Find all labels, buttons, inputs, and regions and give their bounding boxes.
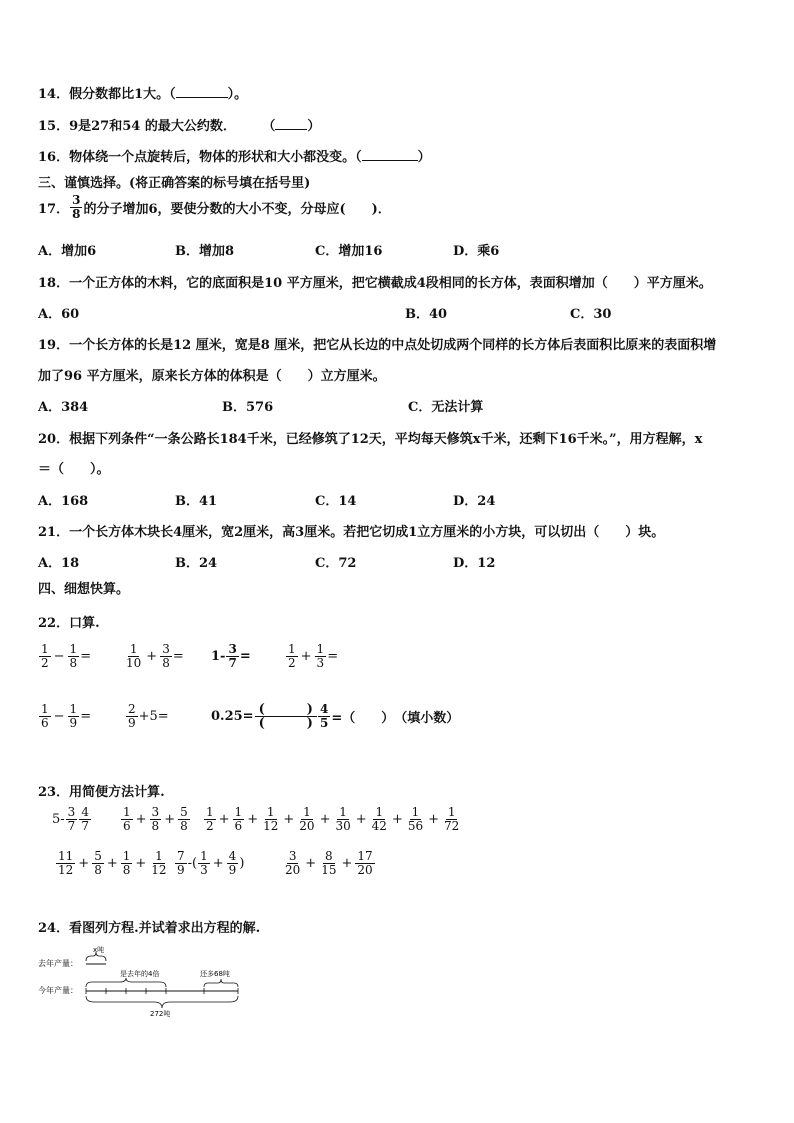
question-24-title: 24．看图列方程.并试着求出方程的解. — [38, 921, 261, 936]
fraction: $\frac{1}{30}$ — [335, 805, 351, 833]
fraction: $\frac{2}{9}$ — [128, 702, 136, 730]
last-year-label: 去年产量： — [38, 959, 78, 968]
fraction: $\frac{1}{56}$ — [407, 805, 424, 833]
fraction: $\frac{1}{8}$ — [69, 642, 78, 670]
option-d[interactable]: D．12 — [453, 556, 496, 571]
fraction: $\frac{3}{8}$ — [151, 805, 160, 833]
option-b[interactable]: B．40 — [405, 307, 448, 322]
calc-expr-2: $\frac{1}{6}$ + $\frac{3}{8}$ + $\frac{5}{8}$ — [123, 805, 188, 833]
fraction: $\frac{1}{3}$ — [200, 849, 208, 877]
fraction: $\frac{7}{9}$ — [177, 849, 185, 877]
option-b[interactable]: B．24 — [175, 556, 218, 571]
option-a[interactable]: A．增加6 — [38, 244, 97, 259]
mental-calc-4: $\frac{1}{2}$ + $\frac{1}{3}$ = — [288, 642, 339, 670]
fraction: $\frac{1}{9}$ — [69, 702, 78, 730]
answer-blank[interactable] — [275, 118, 307, 130]
fraction: $\frac{1}{3}$ — [316, 642, 325, 670]
calc-expr-1: 5- $\frac{3}{7}$ $\frac{4}{7}$ — [52, 805, 89, 833]
question-21: 21．一个长方体木块长4厘米，宽2厘米，高3厘米。若把它切成1立方厘米的小方块，可以切出（ ）块。 — [38, 525, 665, 540]
answer-blank[interactable] — [176, 86, 228, 98]
four-times-brace — [86, 978, 166, 987]
fraction: $\frac{1}{6}$ — [123, 805, 131, 833]
question-22-title: 22．口算. — [38, 616, 100, 631]
fraction: $\frac{8}{15}$ — [321, 849, 337, 877]
fraction: $\frac{1}{72}$ — [444, 805, 460, 833]
option-b[interactable]: B．576 — [222, 400, 274, 415]
mental-calc-1: $\frac{1}{2}$ − $\frac{1}{8}$ = — [41, 642, 92, 670]
fraction: $\frac{1}{42}$ — [371, 805, 387, 833]
option-c[interactable]: C．无法计算 — [408, 400, 484, 415]
option-c[interactable]: C．14 — [315, 494, 357, 509]
question-14: 14．假分数都比1大。（ ）。 — [38, 87, 248, 102]
question-19-line-1: 19．一个长方体的长是12 厘米，宽是8 厘米，把它从长边的中点处切成两个同样的长方体后表面积比原来的表面积增 — [38, 338, 717, 353]
option-c[interactable]: C．30 — [570, 307, 612, 322]
option-a[interactable]: A．60 — [38, 307, 80, 322]
fraction: $\frac{3}{7}$ — [67, 805, 76, 833]
question-19-line-2: 加了96 平方厘米，原来长方体的体积是（ ）立方厘米。 — [38, 369, 386, 384]
mental-calc-6: $\frac{2}{9}$ +5= — [128, 702, 169, 730]
fraction: $\frac{1}{12}$ — [263, 805, 279, 833]
fraction: $\frac{5}{8}$ — [94, 849, 102, 877]
fraction: $\frac{1}{6}$ — [41, 702, 49, 730]
question-23-title: 23．用简便方法计算. — [38, 785, 165, 800]
option-d[interactable]: D．乘6 — [453, 244, 500, 259]
question-20-line-1: 20．根据下列条件“一条公路长184千米，已经修筑了12天，平均每天修筑x千米，还剩下16千米。”，用方程解，x — [38, 432, 703, 447]
fraction: $\frac{4}{7}$ — [81, 805, 89, 833]
fraction: $\frac{1}{2}$ — [41, 642, 49, 670]
fraction: $\frac{17}{20}$ — [357, 849, 373, 877]
calc-expr-3: $\frac{1}{2}$ + $\frac{1}{6}$ + $\frac{1}{12}$ + $\frac{1}{20}$ + $\frac{1}{30}$ + $\frac{1}{42}$ + $\frac{1}{56}$ + $\frac{1}{72}$ — [206, 805, 460, 833]
fraction: $\frac{3}{20}$ — [285, 849, 301, 877]
this-year-label: 今年产量： — [38, 986, 78, 995]
mental-calc-2: $\frac{1}{10}$ + $\frac{3}{8}$ = — [126, 642, 184, 670]
section-3-heading: 三、谨慎选择。(将正确答案的标号填在括号里) — [38, 176, 311, 191]
fraction: $\frac{1}{10}$ — [126, 642, 142, 670]
fraction: $\frac{1}{8}$ — [122, 849, 131, 877]
four-times-label: 是去年的4倍 — [120, 970, 160, 978]
section-4-heading: 四、细想快算。 — [38, 582, 130, 597]
question-20-line-2: ＝（ ）。 — [38, 462, 110, 477]
question-18: 18．一个正方体的木料，它的底面积是10 平方厘米，把它横截成4段相同的长方体，表面积增加（ ）平方厘米。 — [38, 276, 712, 291]
question-16: 16．物体绕一个点旋转后，物体的形状和大小都没变。（ ） — [38, 150, 431, 165]
fraction: $\frac{4}{9}$ — [228, 849, 237, 877]
option-a[interactable]: A．18 — [38, 556, 80, 571]
mental-calc-7: 0.25= $\frac{( )}{( )}$ — [211, 703, 318, 730]
option-c[interactable]: C．增加16 — [315, 244, 383, 259]
fraction: $\frac{1}{2}$ — [206, 805, 214, 833]
option-a[interactable]: A．384 — [38, 400, 89, 415]
more-brace — [204, 979, 238, 987]
fraction: $\frac{11}{12}$ — [58, 849, 74, 877]
calc-expr-4: $\frac{11}{12}$ + $\frac{5}{8}$ + $\frac{1}{8}$ + $\frac{1}{12}$ — [58, 849, 167, 877]
option-d[interactable]: D．24 — [453, 494, 496, 509]
calc-expr-6: $\frac{3}{20}$ + $\frac{8}{15}$ + $\frac{17}{20}$ — [285, 849, 373, 877]
option-a[interactable]: A．168 — [38, 494, 89, 509]
total-label: 272吨 — [150, 1010, 171, 1018]
fraction-blank[interactable]: $\frac{( )}{( )}$ — [255, 703, 317, 730]
fraction: $\frac{3}{8}$ — [162, 642, 170, 670]
option-c[interactable]: C．72 — [315, 556, 357, 571]
total-brace — [86, 996, 238, 1008]
x-label: x吨 — [93, 946, 105, 954]
fraction: $\frac{1}{12}$ — [151, 849, 167, 877]
fraction: $\frac{5}{8}$ — [180, 805, 188, 833]
calc-expr-5: $\frac{7}{9}$ - ( $\frac{1}{3}$ + $\frac{4}{9}$ ) — [177, 849, 245, 877]
mental-calc-5: $\frac{1}{6}$ − $\frac{1}{9}$ = — [41, 702, 92, 730]
fraction: $\frac{1}{20}$ — [299, 805, 315, 833]
fraction: $\frac{3}{7}$ — [228, 642, 237, 670]
fraction: $\frac{1}{2}$ — [288, 642, 296, 670]
question-17: 17． $\frac{3}{8}$ 的分子增加6，要使分数的大小不变，分母应( )． — [38, 193, 391, 221]
fraction: $\frac{4}{5}$ — [320, 702, 329, 730]
option-b[interactable]: B．增加8 — [175, 244, 235, 259]
fraction: $\frac{3}{8}$ — [72, 193, 81, 221]
option-b[interactable]: B．41 — [175, 494, 218, 509]
line-segment-diagram — [38, 942, 258, 1022]
more-label: 还多68吨 — [200, 970, 230, 978]
question-15: 15．9是27和54 的最大公约数． （ ） — [38, 119, 321, 134]
mental-calc-8: $\frac{4}{5}$ =（ ） （填小数） — [320, 702, 460, 730]
mental-calc-3: 1- $\frac{3}{7}$ = — [211, 642, 251, 670]
answer-blank[interactable] — [362, 149, 418, 161]
fraction: $\frac{1}{6}$ — [234, 805, 243, 833]
